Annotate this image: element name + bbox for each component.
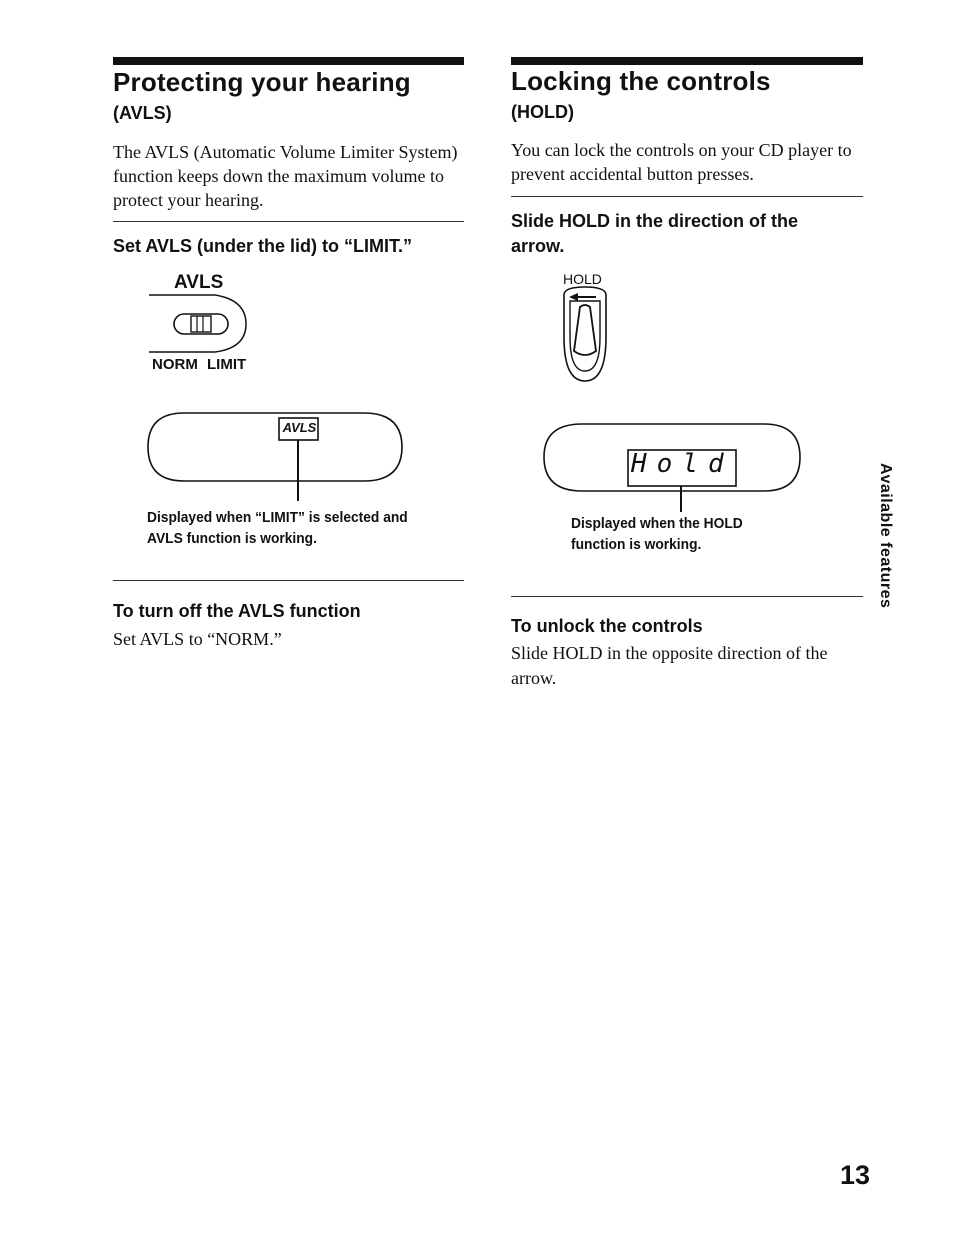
- right-section-title: Locking the controls: [511, 66, 771, 96]
- right-divider-2: [511, 596, 863, 597]
- left-intro-text: The AVLS (Automatic Volume Limiter System) function keeps down the maximum volume to protect your hearing.: [113, 142, 458, 210]
- right-section-subtitle: (HOLD): [511, 102, 574, 122]
- avls-display-caption: Displayed when “LIMIT” is selected and AVLS function is working.: [147, 509, 408, 547]
- avls-display-illustration: [146, 411, 404, 503]
- left-turnoff-heading: To turn off the AVLS function: [113, 601, 361, 621]
- avls-norm-label: NORM: [152, 356, 198, 373]
- avls-display-indicator: AVLS: [282, 420, 317, 435]
- side-tab-label: Available features: [877, 463, 894, 609]
- right-intro-text: You can lock the controls on your CD player to prevent accidental button presses.: [511, 140, 852, 184]
- page-number: 13: [839, 1160, 870, 1190]
- left-step-heading: Set AVLS (under the lid) to “LIMIT.”: [113, 236, 412, 256]
- left-divider-1: [113, 221, 464, 222]
- left-section-subtitle: (AVLS): [113, 103, 172, 123]
- hold-display-text: Hold: [631, 449, 734, 479]
- avls-limit-label: LIMIT: [207, 356, 247, 373]
- right-title-rule: [511, 57, 863, 65]
- right-unlock-heading: To unlock the controls: [511, 616, 703, 636]
- right-step-heading: Slide HOLD in the direction of the arrow.: [511, 211, 799, 256]
- avls-switch-illustration: [145, 290, 255, 360]
- left-turnoff-text: Set AVLS to “NORM.”: [113, 629, 282, 649]
- hold-display-caption: Displayed when the HOLD function is working.: [571, 515, 743, 553]
- hold-switch-illustration: [556, 285, 614, 385]
- avls-switch-label: AVLS: [174, 272, 224, 293]
- left-title-rule: [113, 57, 464, 65]
- left-divider-2: [113, 580, 464, 581]
- left-section-title: Protecting your hearing: [113, 67, 411, 97]
- right-divider-1: [511, 196, 863, 197]
- hold-switch-label: HOLD: [563, 271, 602, 287]
- right-unlock-text: Slide HOLD in the opposite direction of the arrow.: [511, 643, 828, 688]
